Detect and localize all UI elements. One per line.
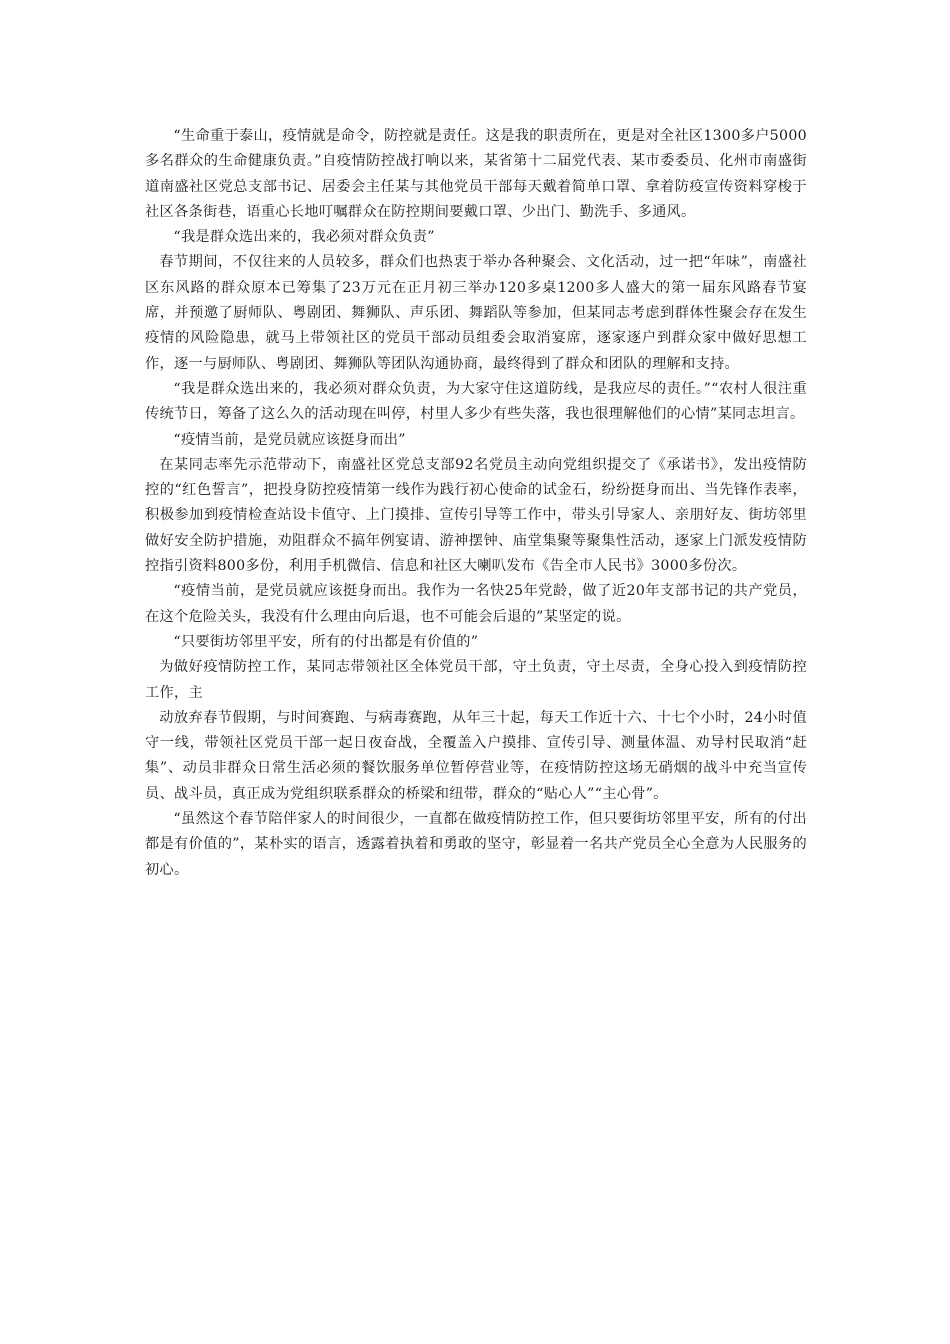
paragraph-quote-party-member: “疫情当前，是党员就应该挺身而出。我作为一名快25年党龄，做了近20年支部书记的共产党员，在这个危险关头，我没有什么理由向后退，也不可能会后退的”某坚定的说。 <box>145 583 807 625</box>
paragraph-party-members-action: 在某同志率先示范带动下，南盛社区党总支部92名党员主动向党组织提交了《承诺书》，发出疫情防控的“红色誓言”，把投身防控疫情第一线作为践行初心使命的试金石，纷纷挺身而出、当先锋作表率，积极参加到疫情检查站设卡值守、上门摸排、宣传引导等工作中，带头引导家人、亲朋好友、街坊邻里做好安全防护措施，劝阻群众不搞年例宴请、游神摆钟、庙堂集聚等聚集性活动，逐家上门派发疫情防控指引资料800多份，利用手机微信、信息和社区大喇叭发布《告全市人民书》3000多份次。 <box>145 456 807 575</box>
section-heading-responsibility: “我是群众选出来的，我必须对群众负责” <box>173 229 435 246</box>
paragraph-quote-responsibility: “我是群众选出来的，我必须对群众负责，为大家守住这道防线，是我应尽的责任。”“农村人很注重传统节日，筹备了这么久的活动现在叫停，村里人多少有些失落，我也很理解他们的心情”某同志坦言。 <box>145 380 807 423</box>
paragraph-leading-work: 为做好疫情防控工作，某同志带领社区全体党员干部，守土负责，守土尽责，全身心投入到疫情防控工作，主 <box>145 659 807 701</box>
section-heading-neighbors: “只要街坊邻里平安，所有的付出都是有价值的” <box>173 633 479 650</box>
paragraph-closing: “虽然这个春节陪伴家人的时间很少，一直都在做疫情防控工作，但只要街坊邻里平安，所有的付出都是有价值的”，某朴实的语言，透露着执着和勇敢的坚守，彰显着一名共产党员全心全意为人民服务的初心。 <box>145 811 807 878</box>
paragraph-spring-festival: 春节期间，不仅往来的人员较多，群众们也热衷于举办各种聚会、文化活动，过一把“年味”，南盛社区东风路的群众原本已筹集了23万元在正月初三举办120多桌1200多人盛大的第一届东风路春节宴席，并预邀了厨师队、粤剧团、舞狮队、声乐团、舞蹈队等参加，但某同志考虑到群体性聚会存在发生疫情的风险隐患，就马上带领社区的党员干部动员组委会取消宴席，逐家逐户到群众家中做好思想工作，逐一与厨师队、粤剧团、舞狮队等团队沟通协商，最终得到了群众和团队的理解和支持。 <box>145 254 807 372</box>
section-heading-party-member: “疫情当前，是党员就应该挺身而出” <box>173 431 406 448</box>
paragraph-intro: “生命重于泰山，疫情就是命令，防控就是责任。这是我的职责所在，更是对全社区1300多户5000多名群众的生命健康负责。”自疫情防控战打响以来，某省第十二届党代表、某市委委员、化州市南盛街道南盛社区党总支部书记、居委会主任某与其他党员干部每天戴着简单口罩、拿着防疫宣传资料穿梭于社区各条街巷，语重心长地叮嘱群众在防控期间要戴口罩、少出门、勤洗手、多通风。 <box>145 128 807 220</box>
document-body <box>145 124 807 883</box>
paragraph-holiday-work: 动放弃春节假期，与时间赛跑、与病毒赛跑，从年三十起，每天工作近十六、十七个小时，24小时值守一线，带领社区党员干部一起日夜奋战，全覆盖入户摸排、宣传引导、测量体温、劝导村民取消“赶集”、动员非群众日常生活必须的餐饮服务单位暂停营业等，在疫情防控这场无硝烟的战斗中充当宣传员、战斗员，真正成为党组织联系群众的桥梁和纽带，群众的“贴心人”“主心骨”。 <box>145 709 807 802</box>
